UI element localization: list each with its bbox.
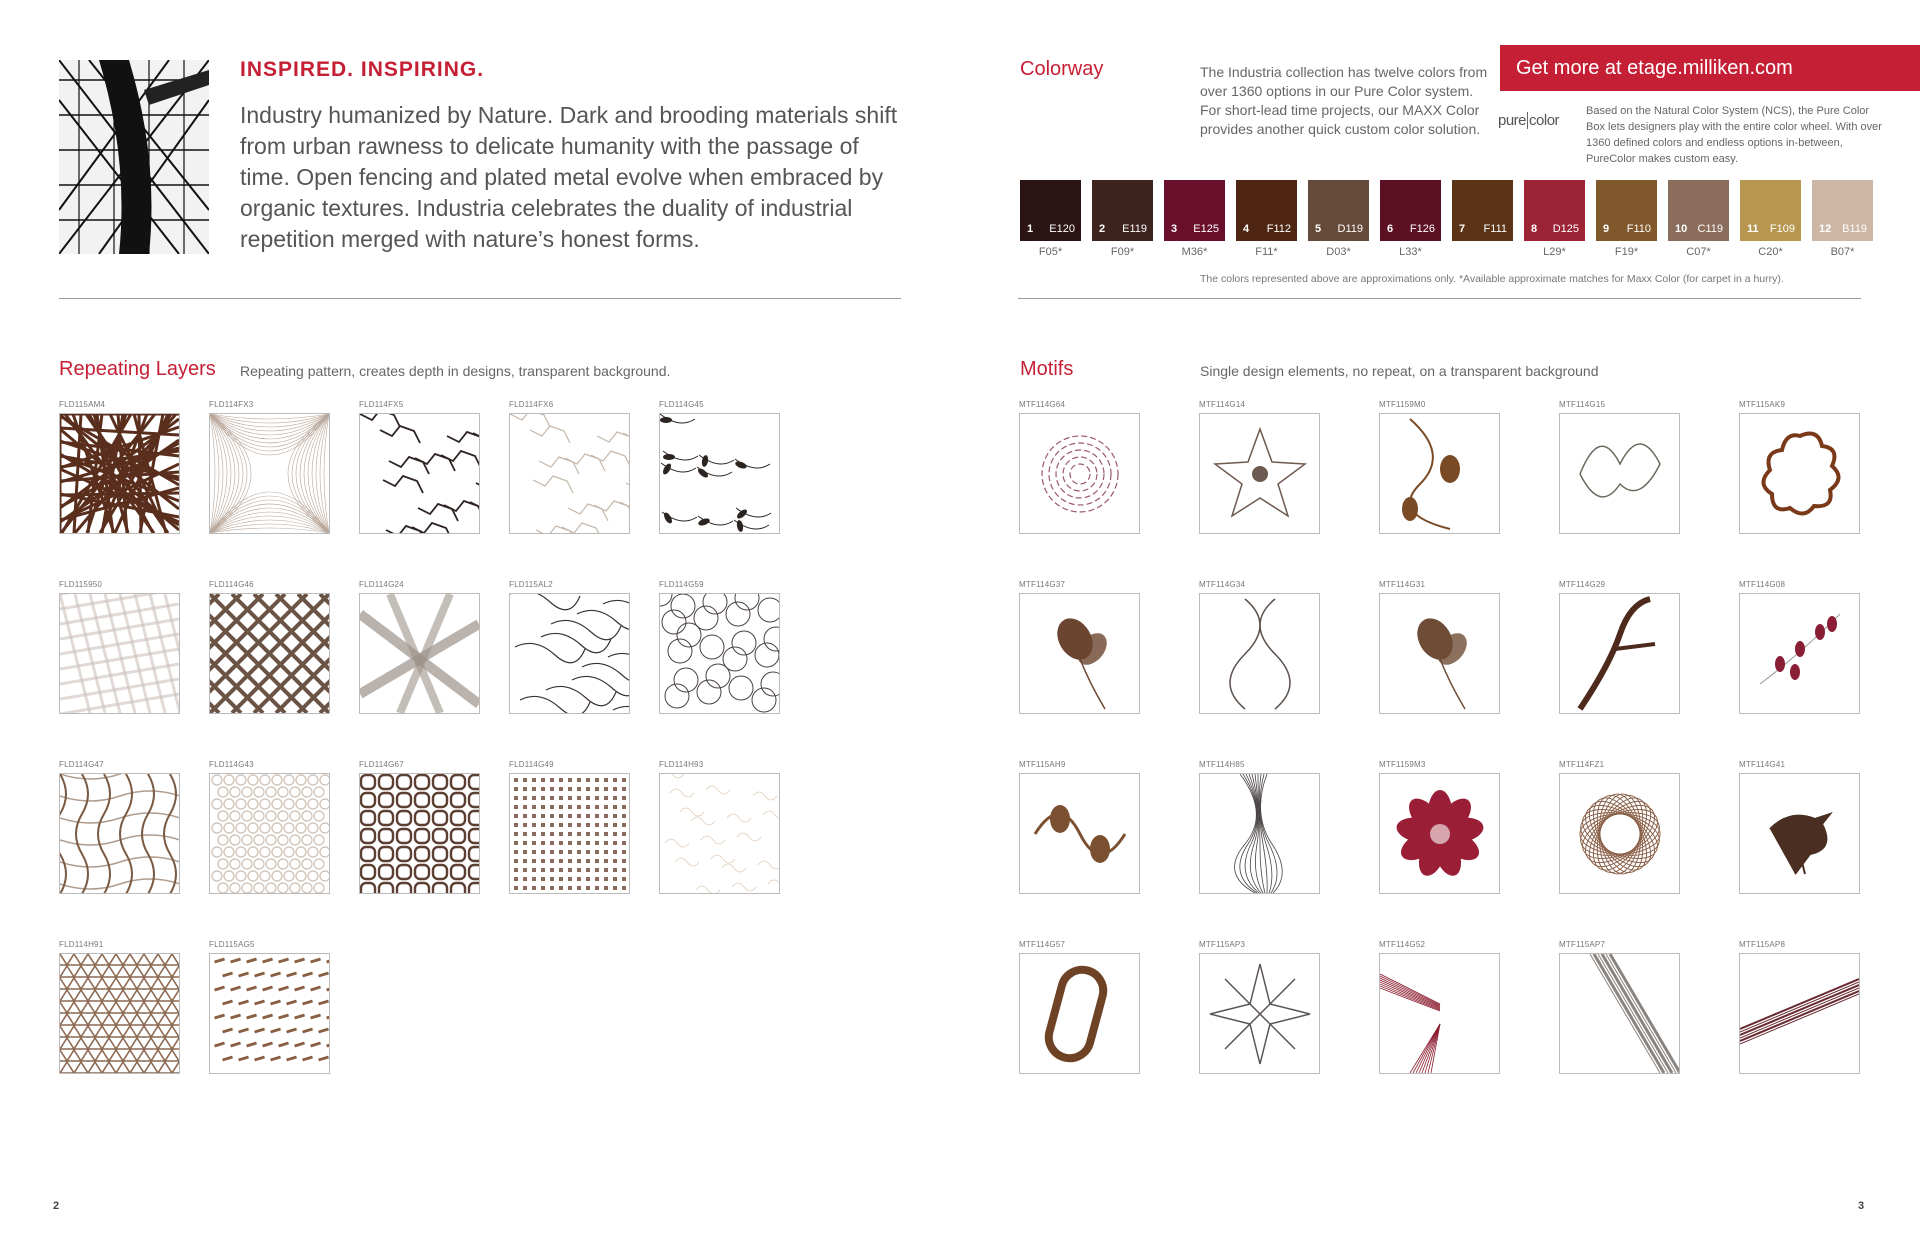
pattern-code: FLD114H91	[59, 940, 104, 949]
swatch-chip	[1740, 180, 1801, 241]
swatch-maxx-match: C07*	[1686, 246, 1711, 258]
motif-code: MTF114G34	[1199, 580, 1246, 589]
motifs-title: Motifs	[1020, 358, 1074, 380]
color-swatch	[1452, 180, 1513, 260]
pattern-code: FLD114G59	[659, 580, 704, 589]
pattern-swatch	[509, 773, 630, 894]
motif-tile	[1559, 400, 1680, 534]
swatch-maxx-match: L33*	[1399, 246, 1422, 258]
motif-swatch	[1739, 953, 1860, 1074]
pattern-code: FLD114G49	[509, 760, 554, 769]
motif-tile	[1199, 940, 1320, 1074]
lily-artwork	[1380, 594, 1499, 713]
motif-tile	[1199, 760, 1320, 894]
swatch-code: C119	[1697, 223, 1723, 235]
logo-word-color: color	[1529, 112, 1560, 129]
dashes-artwork	[210, 954, 329, 1073]
motif-code: MTF114G15	[1559, 400, 1606, 409]
chain-artwork	[360, 774, 479, 893]
swatch-chip	[1308, 180, 1369, 241]
motif-code: MTF115AH9	[1019, 760, 1066, 769]
pattern-swatch	[359, 413, 480, 534]
motif-tile	[1019, 400, 1140, 534]
mesh-light-artwork	[60, 594, 179, 713]
band-artwork	[1740, 954, 1859, 1073]
pattern-code: FLD115AL2	[509, 580, 553, 589]
colorway-description: The Industria collection has twelve colors from over 1360 options in our Pure Color system. For short-lead time projects, our MAXX Color provides another quick custom color solution.	[1200, 64, 1488, 137]
pattern-code: FLD114FX3	[209, 400, 254, 409]
pattern-swatch	[59, 413, 180, 534]
swatch-code: B119	[1842, 223, 1867, 235]
motif-code: MTF114G52	[1379, 940, 1426, 949]
swatch-code: E120	[1049, 223, 1075, 235]
motif-tile	[1199, 580, 1320, 714]
pattern-swatch	[509, 413, 630, 534]
stripes-artwork	[1560, 954, 1679, 1073]
motif-swatch	[1019, 773, 1140, 894]
motif-code: MTF115AP3	[1199, 940, 1246, 949]
net-artwork	[60, 774, 179, 893]
swatch-maxx-match	[1452, 246, 1513, 260]
berries-artwork	[1740, 594, 1859, 713]
motif-tile	[1739, 940, 1860, 1074]
swatch-code: D119	[1337, 223, 1363, 235]
color-swatch	[1668, 180, 1729, 260]
leaves-artwork	[660, 414, 779, 533]
motif-swatch	[1379, 413, 1500, 534]
motif-tile	[1379, 580, 1500, 714]
color-swatch	[1236, 180, 1297, 260]
oval-artwork	[1020, 954, 1139, 1073]
color-disclaimer: The colors represented above are approximations only. *Available approximate matches for Maxx Color (for carpet in a hurry).	[1200, 273, 1784, 285]
swatch-maxx-match: M36*	[1181, 246, 1208, 258]
pattern-swatch	[659, 413, 780, 534]
branch-artwork	[1560, 594, 1679, 713]
pattern-tile	[359, 760, 480, 894]
divider-right	[1018, 298, 1861, 299]
motif-swatch	[1739, 773, 1860, 894]
pattern-tile	[509, 400, 630, 534]
motif-swatch	[1559, 953, 1680, 1074]
pattern-code: FLD114G47	[59, 760, 104, 769]
curves-fine-artwork	[210, 414, 329, 533]
motif-swatch	[1739, 593, 1860, 714]
pattern-code: FLD114G45	[659, 400, 704, 409]
repeating-title: Repeating Layers	[59, 358, 216, 380]
color-swatch	[1164, 180, 1225, 260]
motif-code: MTF114G08	[1739, 580, 1786, 589]
tower-image	[59, 60, 209, 254]
motif-code: MTF114G57	[1019, 940, 1066, 949]
purecolor-logo	[1498, 112, 1559, 129]
pattern-swatch	[59, 593, 180, 714]
motif-swatch	[1199, 953, 1320, 1074]
swatch-chip	[1164, 180, 1225, 241]
swatch-maxx-match: C20*	[1758, 246, 1783, 258]
motif-swatch	[1559, 413, 1680, 534]
triangles-artwork	[60, 954, 179, 1073]
swatch-maxx-match: F09*	[1110, 246, 1135, 258]
pattern-tile	[59, 400, 180, 534]
faint-floral-artwork	[660, 774, 779, 893]
ring-artwork	[1560, 774, 1679, 893]
motif-tile	[1019, 940, 1140, 1074]
pattern-tile	[359, 580, 480, 714]
peony-artwork	[1020, 414, 1139, 533]
swatch-code: F110	[1626, 223, 1651, 235]
pattern-code: FLD114G43	[209, 760, 254, 769]
pattern-tile	[659, 400, 780, 534]
motif-tile	[1379, 760, 1500, 894]
pattern-code: FLD114G24	[359, 580, 404, 589]
color-swatch	[1740, 180, 1801, 260]
swatch-code: F111	[1483, 223, 1507, 235]
motif-swatch	[1559, 593, 1680, 714]
pattern-code: FLD115AG5	[209, 940, 255, 949]
motif-code: MTF114G64	[1019, 400, 1066, 409]
repeating-description: Repeating pattern, creates depth in designs, transparent background.	[240, 363, 671, 379]
motif-code: MTF115AP8	[1739, 940, 1786, 949]
pattern-code: FLD114FX5	[359, 400, 404, 409]
motif-code: MTF115AP7	[1559, 940, 1606, 949]
motif-swatch	[1379, 773, 1500, 894]
pattern-tile	[59, 580, 180, 714]
pattern-tile	[209, 940, 330, 1074]
swatch-number: 8	[1531, 223, 1538, 235]
motif-tile	[1379, 400, 1500, 534]
swatch-number: 10	[1675, 223, 1688, 235]
hex-light-artwork	[210, 774, 329, 893]
pattern-swatch	[659, 593, 780, 714]
rays-artwork	[1380, 954, 1499, 1073]
motif-code: MTF114H85	[1199, 760, 1245, 769]
sticks-dense-artwork	[60, 414, 179, 533]
pattern-tile	[659, 580, 780, 714]
swirl-artwork	[1020, 774, 1139, 893]
ribbon-artwork	[1200, 774, 1319, 893]
color-swatch	[1020, 180, 1081, 260]
star-flower-artwork	[1200, 414, 1319, 533]
branches-artwork	[510, 594, 629, 713]
swatch-chip	[1668, 180, 1729, 241]
motif-tile	[1199, 400, 1320, 534]
pattern-tile	[509, 760, 630, 894]
pattern-swatch	[209, 773, 330, 894]
bird-artwork	[1740, 774, 1859, 893]
swatch-maxx-match: D03*	[1326, 246, 1351, 258]
star-cross-artwork	[1200, 954, 1319, 1073]
color-swatch	[1524, 180, 1585, 260]
swatch-code: D125	[1552, 223, 1579, 235]
pattern-tile	[59, 940, 180, 1074]
motif-tile	[1559, 940, 1680, 1074]
dots-artwork	[510, 774, 629, 893]
scallop-artwork	[1740, 414, 1859, 533]
swatch-number: 9	[1603, 223, 1610, 235]
swatch-code: F126	[1409, 223, 1435, 235]
swatch-code: F109	[1769, 223, 1795, 235]
swatch-chip	[1452, 180, 1513, 241]
pattern-code: FLD114G67	[359, 760, 404, 769]
motif-code: MTF114G14	[1199, 400, 1246, 409]
motif-tile	[1739, 580, 1860, 714]
swatch-chip	[1092, 180, 1153, 241]
motif-swatch	[1559, 773, 1680, 894]
page-number-left: 2	[53, 1200, 60, 1212]
pattern-code: FLD114H93	[659, 760, 704, 769]
motif-code: MTF114G37	[1019, 580, 1066, 589]
motif-swatch	[1379, 953, 1500, 1074]
motif-tile	[1559, 580, 1680, 714]
motif-tile	[1559, 760, 1680, 894]
swatch-chip	[1380, 180, 1441, 241]
colorway-title: Colorway	[1020, 58, 1104, 80]
motif-code: MTF114G31	[1379, 580, 1426, 589]
swatch-chip	[1236, 180, 1297, 241]
motif-swatch	[1199, 593, 1320, 714]
repeating-grid	[59, 400, 780, 1074]
pattern-code: FLD115950	[59, 580, 103, 589]
pattern-tile	[209, 400, 330, 534]
color-swatch	[1308, 180, 1369, 260]
pattern-swatch	[209, 593, 330, 714]
motif-code: MTF115AK9	[1739, 400, 1786, 409]
motif-swatch	[1019, 413, 1140, 534]
pattern-code: FLD115AM4	[59, 400, 106, 409]
pattern-swatch	[359, 773, 480, 894]
motif-code: MTF114G29	[1559, 580, 1606, 589]
foliage-artwork	[660, 594, 779, 713]
swatch-code: E119	[1122, 223, 1147, 235]
swatch-chip	[1524, 180, 1585, 241]
motif-swatch	[1739, 413, 1860, 534]
pattern-swatch	[509, 593, 630, 714]
swatch-number: 12	[1819, 223, 1832, 235]
diamond-fence-artwork	[210, 594, 329, 713]
swatch-code: E125	[1193, 223, 1219, 235]
swatch-number: 5	[1315, 223, 1322, 235]
diagonal-bands-artwork	[360, 594, 479, 713]
swatch-chip	[1596, 180, 1657, 241]
swatch-number: 1	[1027, 223, 1034, 235]
vine-artwork	[1380, 414, 1499, 533]
swatch-chip	[1812, 180, 1873, 241]
cracks-artwork	[360, 414, 479, 533]
swatch-number: 4	[1243, 223, 1250, 235]
pattern-swatch	[209, 413, 330, 534]
hero-photo	[59, 60, 209, 254]
swatch-chip	[1020, 180, 1081, 241]
swatch-number: 3	[1171, 223, 1178, 235]
pattern-swatch	[209, 953, 330, 1074]
pattern-swatch	[359, 593, 480, 714]
cracks-light-artwork	[510, 414, 629, 533]
swatch-number: 6	[1387, 223, 1394, 235]
twist-artwork	[1200, 594, 1319, 713]
motif-code: MTF114G41	[1739, 760, 1786, 769]
orchid-artwork	[1020, 594, 1139, 713]
swatch-maxx-match: F19*	[1614, 246, 1639, 258]
swatch-code: F112	[1266, 223, 1291, 235]
motif-code: MTF114FZ1	[1559, 760, 1605, 769]
pattern-tile	[359, 400, 480, 534]
color-swatch	[1092, 180, 1153, 260]
pattern-tile	[59, 760, 180, 894]
motif-swatch	[1019, 593, 1140, 714]
pattern-tile	[509, 580, 630, 714]
divider-left	[59, 298, 901, 299]
motif-tile	[1019, 760, 1140, 894]
motif-code: MTF1159M3	[1379, 760, 1426, 769]
motif-swatch	[1379, 593, 1500, 714]
pattern-swatch	[59, 953, 180, 1074]
motif-swatch	[1199, 773, 1320, 894]
website-banner[interactable]: Get more at etage.milliken.com	[1500, 45, 1920, 91]
motif-swatch	[1199, 413, 1320, 534]
logo-word-pure: pure	[1498, 112, 1527, 129]
page-number-right: 3	[1858, 1200, 1865, 1212]
pattern-tile	[209, 580, 330, 714]
swatch-maxx-match: L29*	[1543, 246, 1566, 258]
color-swatch	[1596, 180, 1657, 260]
pattern-swatch	[59, 773, 180, 894]
leaf-flower-artwork	[1560, 414, 1679, 533]
motif-tile	[1019, 580, 1140, 714]
motifs-grid	[1019, 400, 1860, 1074]
swatch-maxx-match: B07*	[1830, 246, 1855, 258]
pattern-tile	[209, 760, 330, 894]
pattern-swatch	[659, 773, 780, 894]
ncs-description: Based on the Natural Color System (NCS), the Pure Color Box lets designers play with the entire color wheel. With over 1360 defined colors and endless options in-between, PureColor makes custom easy.	[1586, 105, 1882, 165]
motif-swatch	[1019, 953, 1140, 1074]
color-swatch	[1812, 180, 1873, 260]
motif-tile	[1739, 760, 1860, 894]
pattern-tile	[659, 760, 780, 894]
intro-paragraph: Industry humanized by Nature. Dark and brooding materials shift from urban rawness to delicate humanity with the passage of time. Open fencing and plated metal evolve when embraced by organic textures. Industria celebrates the duality of industrial repetition merged with nature’s honest forms.	[240, 102, 898, 252]
swatch-number: 11	[1747, 223, 1759, 235]
swatch-maxx-match: F11*	[1255, 246, 1278, 258]
pattern-code: FLD114G46	[209, 580, 254, 589]
headline: INSPIRED. INSPIRING.	[240, 58, 485, 81]
motif-tile	[1379, 940, 1500, 1074]
swatch-number: 7	[1459, 223, 1466, 235]
red-flower-artwork	[1380, 774, 1499, 893]
motif-tile	[1739, 400, 1860, 534]
swatch-number: 2	[1099, 223, 1106, 235]
motifs-description: Single design elements, no repeat, on a transparent background	[1200, 363, 1599, 379]
pattern-code: FLD114FX6	[509, 400, 554, 409]
swatch-maxx-match: F05*	[1038, 246, 1063, 258]
color-swatches	[1020, 180, 1873, 260]
motif-code: MTF1159M0	[1379, 400, 1426, 409]
color-swatch	[1380, 180, 1441, 260]
